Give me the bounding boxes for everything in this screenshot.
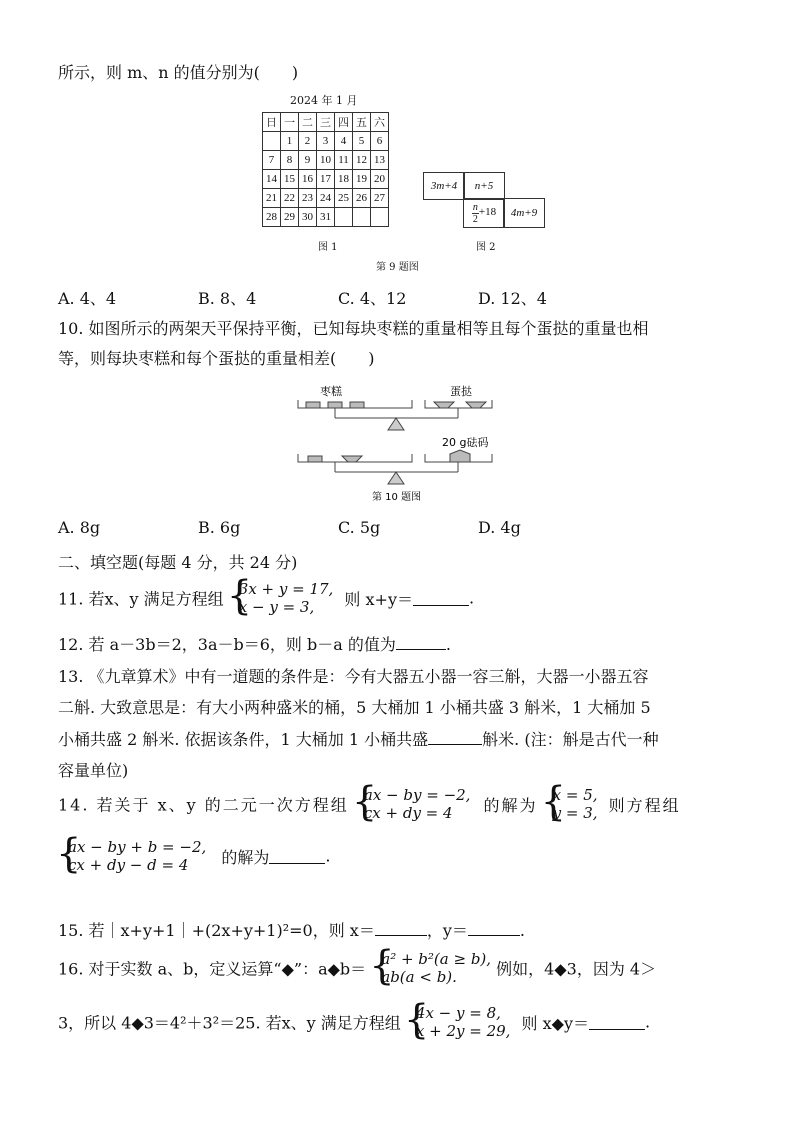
calendar-day	[353, 208, 371, 227]
cake-icon	[350, 402, 364, 408]
label-cake: 枣糕	[320, 385, 342, 398]
calendar-day: 30	[299, 208, 317, 227]
calendar-weekday: 五	[353, 113, 371, 132]
calendar-day: 27	[371, 189, 389, 208]
q9-caption: 第 9 题图	[376, 262, 419, 273]
calendar-day: 21	[263, 189, 281, 208]
q11: 11. 若x、y 满足方程组 { 3x + y = 17, x − y = 3, 则 x+y＝ .	[58, 580, 474, 620]
tart-icon	[434, 402, 454, 408]
cake-icon	[328, 402, 342, 408]
q10-stem-2: 等，则每块枣糕和每个蛋挞的重量相差( )	[58, 349, 375, 368]
q13-line-4: 容量单位)	[58, 761, 129, 780]
q10-choice-c: C. 5g	[338, 518, 381, 537]
label-tart: 蛋挞	[450, 385, 472, 398]
calendar-weekday: 二	[299, 113, 317, 132]
box-3m4: 3m+4	[423, 172, 465, 200]
calendar-day: 25	[335, 189, 353, 208]
box-n5: n+5	[463, 172, 505, 200]
calendar-day: 20	[371, 170, 389, 189]
cake-icon	[308, 456, 322, 462]
calendar-day: 14	[263, 170, 281, 189]
q16-definition: { a² + b²(a ≥ b), ab(a < b).	[371, 950, 491, 986]
calendar-day	[335, 208, 353, 227]
q14-line-2: { ax − by + b = −2, cx + dy − d = 4 的解为 .	[58, 838, 330, 878]
calendar-day: 8	[281, 151, 299, 170]
q14-solution: { x = 5, y = 3,	[543, 786, 598, 822]
calendar-weekday: 三	[317, 113, 335, 132]
calendar-day: 29	[281, 208, 299, 227]
q14-blank[interactable]	[269, 849, 325, 864]
section-title: 二、填空题(每题 4 分，共 24 分)	[58, 553, 298, 572]
balance-top	[298, 400, 492, 430]
calendar-day: 18	[335, 170, 353, 189]
q15: 15. 若｜x+y+1｜+(2x+y+1)²=0，则 x＝ ，y＝ .	[58, 921, 525, 940]
tart-icon	[342, 456, 362, 462]
calendar-day: 31	[317, 208, 335, 227]
weight-icon	[450, 450, 470, 462]
q14-line-1: 14. 若关于 x、y 的二元一次方程组 { ax − by = −2, cx + dy = 4 的解为 { x = 5, y = 3, 则方程组	[58, 786, 681, 826]
calendar-day: 7	[263, 151, 281, 170]
q13-line-3: 小桶共盛 2 斛米. 依据该条件，1 大桶加 1 小桶共盛 斛米. (注：斛是古代一种	[58, 730, 659, 749]
label-weight: 20 g砝码	[442, 436, 489, 449]
calendar-day	[263, 132, 281, 151]
box-n2-18: $\frac{n}{2}+18$	[463, 198, 505, 228]
calendar-day: 24	[317, 189, 335, 208]
q12-blank[interactable]	[396, 635, 446, 650]
q14-system: { ax − by = −2, cx + dy = 4	[354, 786, 471, 822]
calendar-day: 15	[281, 170, 299, 189]
calendar-table	[262, 112, 389, 227]
calendar-title: 2024 年 1 月	[290, 94, 358, 107]
q9-choice-c: C. 4、12	[338, 289, 407, 308]
calendar-weekday: 六	[371, 113, 389, 132]
q16-system: { 4x − y = 8, x + 2y = 29,	[406, 1004, 511, 1040]
calendar-day: 5	[353, 132, 371, 151]
q10-choice-b: B. 6g	[198, 518, 241, 537]
q15-blank-y[interactable]	[468, 921, 520, 936]
calendar-day: 2	[299, 132, 317, 151]
calendar-day: 3	[317, 132, 335, 151]
calendar-day: 9	[299, 151, 317, 170]
calendar-day: 11	[335, 151, 353, 170]
q16-line-2: 3，所以 4◆3＝4²＋3²＝25. 若x、y 满足方程组 { 4x − y = 8, x + 2y = 29, 则 x◆y＝ .	[58, 1004, 650, 1044]
calendar-day: 13	[371, 151, 389, 170]
q13-line-1: 13. 《九章算术》中有一道题的条件是：今有大器五小器一容三斛，大器一小器五容	[58, 667, 649, 686]
balance-figure	[290, 382, 510, 504]
calendar-day: 17	[317, 170, 335, 189]
q10-stem-1: 10. 如图所示的两架天平保持平衡，已知每块枣糕的重量相等且每个蛋挞的重量也相	[58, 319, 649, 338]
q11-blank[interactable]	[413, 591, 469, 606]
calendar-day: 23	[299, 189, 317, 208]
calendar-day: 4	[335, 132, 353, 151]
calendar-day: 19	[353, 170, 371, 189]
calendar-day: 6	[371, 132, 389, 151]
q11-system: { 3x + y = 17, x − y = 3,	[229, 580, 334, 616]
q9-choice-b: B. 8、4	[198, 289, 257, 308]
calendar-day: 10	[317, 151, 335, 170]
q16-line-1: 16. 对于实数 a、b，定义运算“◆”：a◆b＝ { a² + b²(a ≥ b), ab(a < b). 例如，4◆3，因为 4＞	[58, 950, 656, 990]
calendar-weekday: 四	[335, 113, 353, 132]
calendar-day	[371, 208, 389, 227]
q13-blank[interactable]	[428, 730, 482, 745]
q16-blank[interactable]	[589, 1015, 645, 1030]
q9-choice-a: A. 4、4	[58, 289, 117, 308]
q13-line-2: 二斛. 大致意思是：有大小两种盛米的桶，5 大桶加 1 小桶共盛 3 斛米，1 大桶加 5	[58, 698, 651, 717]
calendar-day: 16	[299, 170, 317, 189]
cake-icon	[306, 402, 320, 408]
tart-icon	[466, 402, 486, 408]
calendar-day: 28	[263, 208, 281, 227]
q9-stem: 所示，则 m、n 的值分别为( )	[58, 63, 299, 82]
fig2-label: 图 2	[476, 242, 496, 253]
calendar-day: 12	[353, 151, 371, 170]
q14-system-2: { ax − by + b = −2, cx + dy − d = 4	[58, 838, 206, 874]
calendar-day: 1	[281, 132, 299, 151]
q10-choice-a: A. 8g	[58, 518, 101, 537]
q15-blank-x[interactable]	[375, 921, 427, 936]
box-4m9: 4m+9	[503, 198, 545, 228]
calendar-day: 26	[353, 189, 371, 208]
q9-choice-d: D. 12、4	[478, 289, 547, 308]
q12: 12. 若 a－3b＝2，3a－b＝6，则 b－a 的值为 .	[58, 635, 451, 654]
q10-caption: 第 10 题图	[372, 492, 422, 503]
calendar-day: 22	[281, 189, 299, 208]
calendar-weekday: 日	[263, 113, 281, 132]
calendar-weekday: 一	[281, 113, 299, 132]
q10-choice-d: D. 4g	[478, 518, 521, 537]
fig1-label: 图 1	[318, 242, 338, 253]
